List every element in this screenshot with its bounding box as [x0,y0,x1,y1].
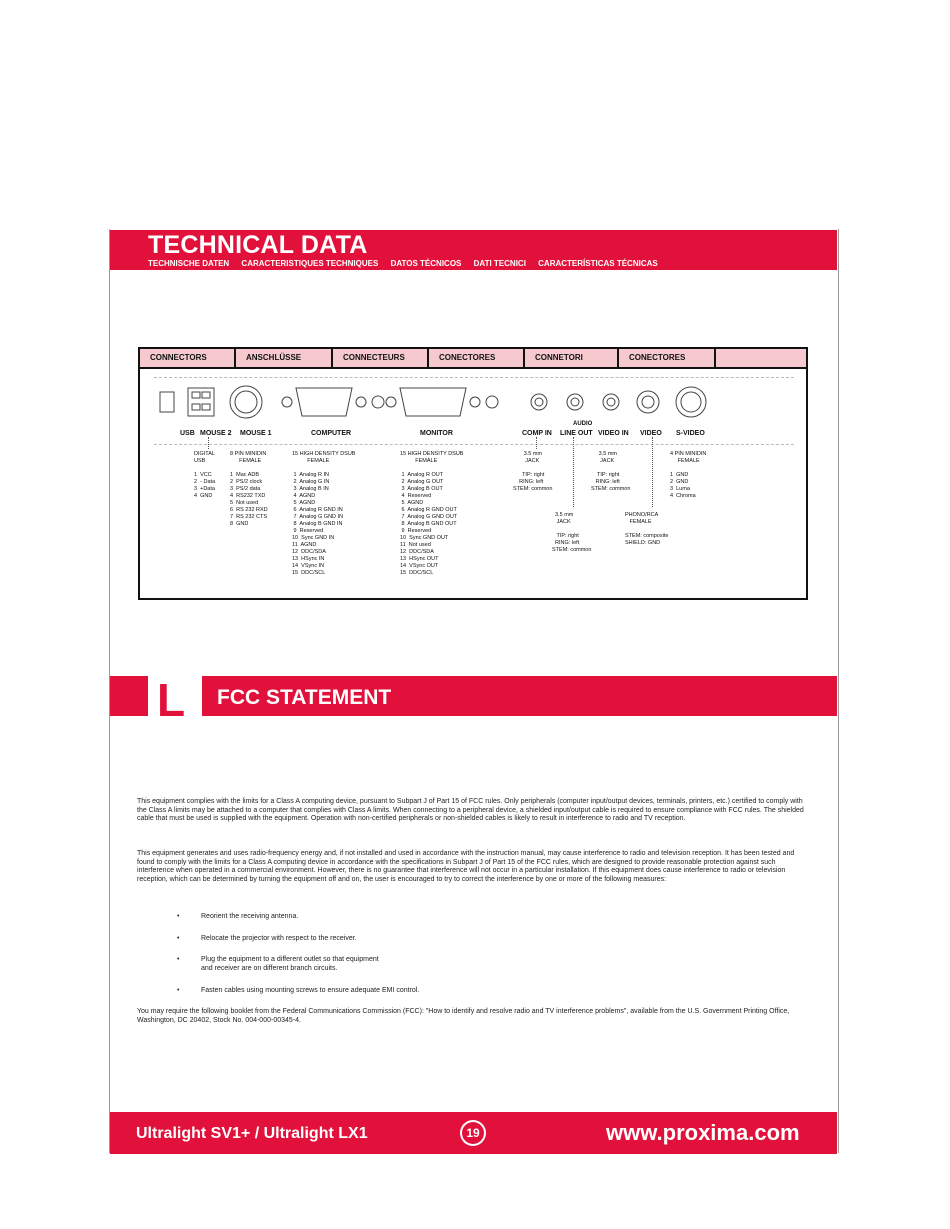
subtitle-es: DATOS TÉCNICOS [390,259,462,268]
header-conectores-pt: CONECTORES [619,349,716,367]
fcc-bullet-text: Plug the equipment to a different outlet so that equipment and receiver are on different branch circuits. [201,956,379,972]
fcc-bullet-4: • Fasten cables using mounting screws to ensure adequate EMI control. [177,987,420,994]
label-computer: COMPUTER [311,430,352,437]
page-number: 19 [462,1122,484,1144]
video-rca-icon [637,391,659,413]
fcc-bullet-text: Reorient the receiving antenna. [201,913,299,920]
svideo-pin-details: 4 PIN MINIDIN FEMALE 1 GND 2 GND 3 Luma 4 Chroma [670,451,707,499]
video-details: PHONO/RCA FEMALE STEM: composite SHIELD: GND [625,512,669,546]
computer-port-icon [296,388,352,416]
computer-pin-details: 15 HIGH DENSITY DSUB FEMALE 1 Analog R IN 2 Analog G IN 3 Analog B IN 4 AGND 5 AGND 6 Analog R GND IN 7 Analog G GND IN 8 Analog B GND IN 9 Reserved 10 Sync GND IN 11 AGND 12 DDC/SDA 13 HSync IN 14 VSync IN 15 DDC/SCL [292,451,356,576]
footer-product-name: Ultralight SV1+ / Ultralight LX1 [136,1125,368,1142]
label-video-in: VIDEO IN [598,430,629,437]
connector-panel-illustration [140,369,806,445]
video-in-details: 3.5 mm JACK TIP: right RING: left STEM: common [591,451,631,492]
monitor-port-icon [400,388,466,416]
header-conectores: CONECTORES [429,349,525,367]
header-empty [716,349,806,367]
fcc-bullet-text: Fasten cables using mounting screws to ensure adequate EMI control. [201,987,420,994]
technical-data-subtitles [148,259,668,268]
leader-line [208,437,209,449]
fcc-bullet-1: • Reorient the receiving antenna. [177,913,299,920]
comp-in-details: 3.5 mm JACK TIP: right RING: left STEM: common [513,451,553,492]
label-comp-in: COMP IN [522,430,552,437]
label-usb: USB [180,430,195,437]
video-in-jack-icon [603,394,619,410]
label-mouse2: MOUSE 2 [200,430,232,437]
label-svideo: S-VIDEO [676,430,705,437]
mouse-pin-details: 8 PIN MINIDIN FEMALE 1 Mac ADB 2 PS/2 clock 3 PS/2 data 4 RS232 TXD 5 Not used 6 RS 232 RXD 7 RS 232 CTS 8 GND [230,451,268,527]
subtitle-it: DATI TECNICI [473,259,526,268]
label-audio: AUDIO [573,421,593,427]
page-number-badge [460,1120,486,1146]
comp-in-jack-icon [531,394,547,410]
fcc-bullet-3: • Plug the equipment to a different outlet so that equipment and receiver are on different branch circuits. [177,956,379,972]
fcc-bullet-text: Relocate the projector with respect to the receiver. [201,935,357,942]
fcc-paragraph-2: This equipment generates and uses radio-frequency energy and, if not installed and used in accordance with the instruction manual, may cause interference to radio and television reception. It has been tested and found to comply with the limits for a Class A computing device in accordance with the specifications in Subpart J of Part 15 of the FCC rules, which are designed to provide reasonable protection against such interference when operated in a commercial environment. However, there is no guarantee that interference will not occur in a particular installation. If this equipment does cause interference to radio or television reception, which can be determined by turning the equipment off and on, the user is encouraged to try to correct the interference by one or more of the following measures: [137,850,795,883]
leader-line [536,437,537,449]
connectors-header-row [140,349,806,369]
label-mouse1: MOUSE 1 [240,430,272,437]
header-connetori: CONNETORI [525,349,619,367]
line-out-details: 3.5 mm JACK TIP: right RING: left STEM: common [552,512,592,553]
subtitle-fr: CARACTERISTIQUES TECHNIQUES [241,259,379,268]
label-monitor: MONITOR [420,430,453,437]
line-out-jack-icon [567,394,583,410]
power-socket-icon [160,392,174,412]
fcc-bullet-2: • Relocate the projector with respect to the receiver. [177,935,357,942]
fcc-paragraph-3: You may require the following booklet from the Federal Communications Commission (FCC): "How to identify and resolve radio and TV interference problems", available from the U.S. Government Printing Office, Washington, DC 20402, Stock No. 004-000-00345-4. [137,1008,790,1024]
leader-line [652,437,653,507]
subtitle-pt: CARACTERÍSTICAS TÉCNICAS [538,259,658,268]
header-connecteurs: CONNECTEURS [333,349,429,367]
subtitle-de: TECHNISCHE DATEN [148,259,230,268]
header-anschlusse: ANSCHLÜSSE [236,349,333,367]
usb-pin-details: DIGITAL USB 1 VCC 2 - Data 3 +Data 4 GND [194,451,216,499]
fcc-title: FCC STATEMENT [217,686,392,709]
leader-line [573,437,574,507]
footer-website: www.proxima.com [606,1120,800,1145]
label-video: VIDEO [640,430,662,437]
connectors-table [138,347,808,600]
monitor-pin-details: 15 HIGH DENSITY DSUB FEMALE 1 Analog R OUT 2 Analog G OUT 3 Analog B OUT 4 Reserved 5 AGND 6 Analog R GND OUT 7 Analog G GND OUT 8 Analog B GND OUT 9 Reserved 10 Sync GND OUT 11 Not used 12 DDC/SDA 13 HSync OUT 14 VSync OUT 15 DDC/SCL [400,451,464,576]
fcc-section-letter: L [157,674,186,726]
fcc-paragraph-1: This equipment complies with the limits for a Class A computing device, pursuant to Subpart J of Part 15 of FCC rules. Only peripherals (computer input/output devices, terminals, printers, etc.) certified to comply with the Class A limits may be attached to a computer that complies with Class A limits. When connecting to a peripheral device, a shielded input/output cable is required to ensure compliance with FCC rules. The shielded cable that must be used is supplied with the equipment. Operation with non-certified peripherals or non-shielded cables is likely to result in interference to radio and TV reception. [137,798,804,823]
technical-data-title: TECHNICAL DATA [148,231,368,259]
header-connectors: CONNECTORS [140,349,236,367]
label-line-out: LINE OUT [560,430,593,437]
